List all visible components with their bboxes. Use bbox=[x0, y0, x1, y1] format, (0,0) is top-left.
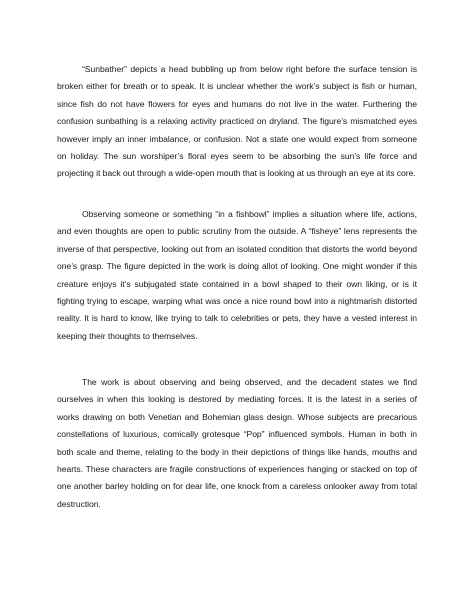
paragraph-fishbowl: Observing someone or something “in a fishbowl” implies a situation where life, actions, and even thoughts are open to public scrutiny from the outside. A “fisheye” lens represents the inverse of that perspective, looking out from an isolated condition that distorts the world beyond one’s grasp. The figure depicted in the work is doing allot of looking. One might wonder if this creature enjoys it’s subjugated state contained in a bowl shaped to their own liking, or is it fighting trying to escape, warping what was once a nice round bowl into a nightmarish distorted reality. It is hard to know, like trying to talk to celebrities or pets, they have a vested interest in keeping their thoughts to themselves. bbox=[57, 209, 417, 341]
paragraph-observing: The work is about observing and being observed, and the decadent states we find ourselves in when this looking is destored by mediating forces. It is the latest in a series of works drawing on both Venetian and Bohemian glass design. Whose subjects are precarious constellations of luxurious, comically grotesque “Pop” influenced symbols. Human in both in both scale and theme, relating to the body in their depictions of things like hands, mouths and hearts. These characters are fragile constructions of experiences hanging or stacked on top of one another barley holding on for dear life, one knock from a careless onlooker away from total destruction. bbox=[57, 377, 417, 509]
paragraph-sunbather: “Sunbather” depicts a head bubbling up from below right before the surface tension is broken either for breath or to speak. It is unclear whether the work’s subject is fish or human, since fish do not have flowers for eyes and humans do not live in the water. Furthering the confusion sunbathing is a relaxing activity practiced on dryland. The figure’s mismatched eyes however imply an inner imbalance, or confusion. Not a state one would expect from someone on holiday. The sun worshiper’s floral eyes seem to be absorbing the sun’s life force and projecting it back out through a wide-open mouth that is looking at us through an eye at its core. bbox=[57, 64, 417, 179]
